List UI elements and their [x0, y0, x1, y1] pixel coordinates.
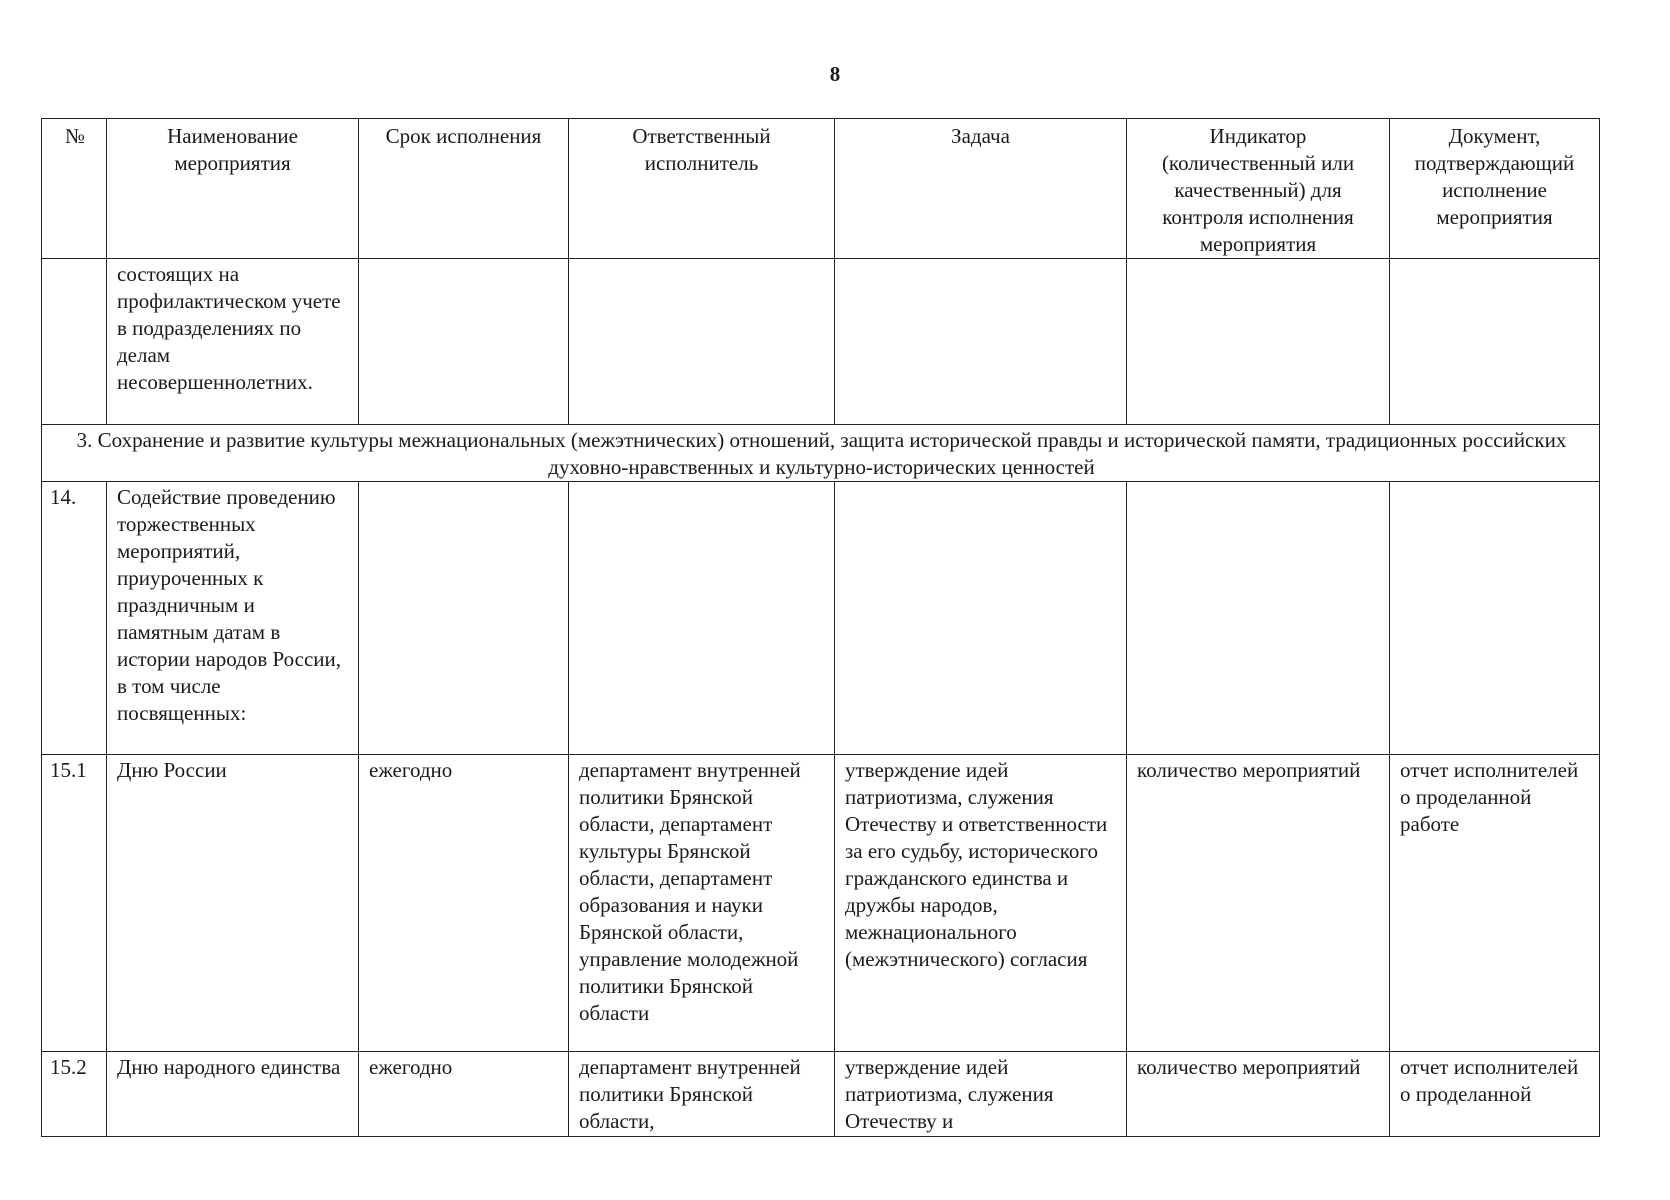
header-indicator: Индикатор (количественный или качественный) для контроля исполнения мероприятия [1127, 119, 1390, 259]
cell-task [835, 259, 1127, 425]
header-document: Документ, подтверждающий исполнение мероприятия [1390, 119, 1600, 259]
cell-responsible: департамент внутренней политики Брянской области, департамент культуры Брянской области, департамент образования и науки Брянской области, управление молодежной политики Брянской области [569, 755, 835, 1052]
cell-document [1390, 482, 1600, 755]
cell-num: 14. [42, 482, 107, 755]
header-name: Наименование мероприятия [107, 119, 359, 259]
cell-indicator [1127, 259, 1390, 425]
cell-task: утверждение идей патриотизма, служения Отечеству и [835, 1052, 1127, 1137]
table-row [42, 1052, 1600, 1137]
cell-name: Содействие проведению торжественных мероприятий, приуроченных к праздничным и памятным датам в истории народов России, в том числе посвященных: [107, 482, 359, 755]
cell-num: 15.2 [42, 1052, 107, 1137]
cell-num: 15.1 [42, 755, 107, 1052]
cell-deadline: ежегодно [359, 755, 569, 1052]
cell-task: утверждение идей патриотизма, служения Отечеству и ответственности за его судьбу, исторического гражданского единства и дружбы народов, межнационального (межэтнического) согласия [835, 755, 1127, 1052]
cell-document: отчет исполнителей о проделанной работе [1390, 755, 1600, 1052]
cell-indicator: количество мероприятий [1127, 755, 1390, 1052]
cell-document [1390, 259, 1600, 425]
table-row [42, 482, 1600, 755]
section-title: 3. Сохранение и развитие культуры межнациональных (межэтнических) отношений, защита исторической правды и исторической памяти, традиционных российских духовно-нравственных и культурно-исторических ценностей [42, 425, 1600, 482]
header-deadline: Срок исполнения [359, 119, 569, 259]
cell-responsible: департамент внутренней политики Брянской области, [569, 1052, 835, 1137]
cell-deadline [359, 482, 569, 755]
header-task: Задача [835, 119, 1127, 259]
cell-document: отчет исполнителей о проделанной [1390, 1052, 1600, 1137]
cell-name: Дню народного единства [107, 1052, 359, 1137]
page-number: 8 [829, 62, 841, 86]
header-responsible: Ответственный исполнитель [569, 119, 835, 259]
header-row [42, 119, 1600, 259]
cell-deadline [359, 259, 569, 425]
cell-name: Дню России [107, 755, 359, 1052]
cell-num [42, 259, 107, 425]
cell-indicator [1127, 482, 1390, 755]
cell-name: состоящих на профилактическом учете в подразделениях по делам несовершеннолетних. [107, 259, 359, 425]
section-header-row [42, 425, 1600, 482]
cell-responsible [569, 259, 835, 425]
table-row [42, 755, 1600, 1052]
table-row-continued [42, 259, 1600, 425]
header-num: № [42, 119, 107, 259]
cell-task [835, 482, 1127, 755]
cell-responsible [569, 482, 835, 755]
cell-deadline: ежегодно [359, 1052, 569, 1137]
cell-indicator: количество мероприятий [1127, 1052, 1390, 1137]
measures-table [41, 118, 1600, 1137]
